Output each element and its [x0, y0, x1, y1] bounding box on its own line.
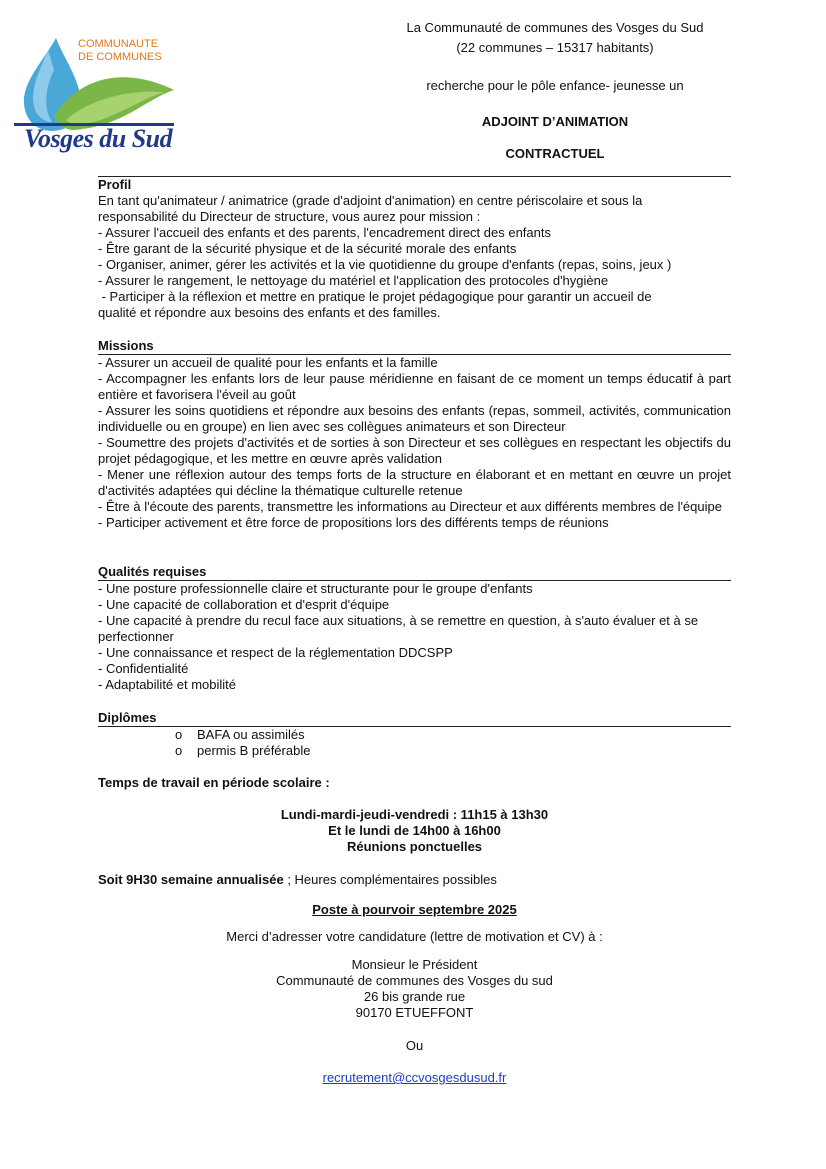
profil-line: - Participer à la réflexion et mettre en pratique le projet pédagogique pour garantir un accueil de [98, 289, 652, 304]
qualite-item: - Une posture professionnelle claire et structurante pour le groupe d'enfants [98, 581, 533, 596]
address-line3: 26 bis grande rue [363, 989, 466, 1004]
or-label: Ou [405, 1038, 424, 1053]
mission-item: - Mener une réflexion autour des temps forts de la structure en élaborant et en mettant en œuvre un projet d'activités adaptées qui décline la thématique culturelle retenue [98, 467, 731, 498]
address-line4: 90170 ETUEFFONT [355, 1005, 474, 1020]
profil-line: En tant qu'animateur / animatrice (grade d'adjoint d'animation) en centre périscolaire et sous la [98, 193, 643, 208]
qualites-body [98, 581, 731, 693]
mission-item: - Participer activement et être force de propositions lors des différents temps de réunions [98, 515, 609, 530]
poste-date: Poste à pourvoir septembre 2025 [312, 902, 517, 917]
profil-line: - Assurer le rangement, le nettoyage du matériel et l'application des protocoles d'hygiène [98, 273, 609, 288]
email-link[interactable]: recrutement@ccvosgesdusud.fr [322, 1070, 507, 1085]
qualite-item: - Une capacité à prendre du recul face aux situations, à se remettre en question, à s'auto évaluer et à se perfectionner [98, 613, 699, 644]
qualite-item: - Confidentialité [98, 661, 189, 676]
logo-brand: Vosges du Sud [24, 124, 173, 153]
section-title-qualites: Qualités requises [98, 564, 207, 579]
bullet-icon: o [175, 743, 183, 758]
job-subtitle: CONTRACTUEL [505, 146, 605, 161]
mission-item: - Soumettre des projets d'activités et de sorties à son Directeur et ses collègues en respectant les objectifs du projet pédagogique, et les mettre en œuvre après validation [98, 435, 731, 466]
qualite-item: - Une connaissance et respect de la réglementation DDCSPP [98, 645, 453, 660]
temps-title: Temps de travail en période scolaire : [98, 775, 330, 790]
logo-subtitle [78, 38, 162, 64]
qualite-item: - Une capacité de collaboration et d'esprit d'équipe [98, 597, 390, 612]
mission-item: - Accompagner les enfants lors de leur pause méridienne en faisant de ce moment un temps éducatif à part entière et favorisera l'éveil au goût [98, 371, 731, 402]
diplome-item [175, 727, 305, 743]
job-title: ADJOINT D’ANIMATION [481, 114, 629, 129]
missions-body [98, 355, 731, 531]
diplome-item [175, 743, 310, 759]
section-title-profil: Profil [98, 177, 132, 192]
schedule-line2: Et le lundi de 14h00 à 16h00 [328, 823, 501, 838]
address-line1: Monsieur le Président [351, 957, 478, 972]
profil-line: - Assurer l'accueil des enfants et des parents, l'encadrement direct des enfants [98, 225, 551, 240]
header-line2: (22 communes – 15317 habitants) [456, 40, 654, 55]
schedule-line1: Lundi-mardi-jeudi-vendredi : 11h15 à 13h30 [280, 807, 549, 822]
schedule-line3: Réunions ponctuelles [346, 839, 483, 854]
profil-body [98, 193, 731, 321]
mission-item: - Assurer les soins quotidiens et répondre aux besoins des enfants (repas, sommeil, activités, communication individuelle ou en groupe) en lien avec ses collègues animateurs et son Directeur [98, 403, 731, 434]
logo-line2: DE COMMUNES [78, 51, 162, 63]
diplome-label: BAFA ou assimilés [197, 727, 305, 742]
profil-line: responsabilité du Directeur de structure, vous aurez pour mission : [98, 209, 481, 224]
email-wrapper [98, 1070, 731, 1086]
candidature-intro: Merci d’adresser votre candidature (lettre de motivation et CV) à : [226, 929, 603, 944]
section-title-diplomes: Diplômes [98, 710, 157, 725]
section-title-missions: Missions [98, 338, 154, 353]
qualite-item: - Adaptabilité et mobilité [98, 677, 237, 692]
header-line1: La Communauté de communes des Vosges du Sud [406, 20, 704, 35]
mission-item: - Être à l'écoute des parents, transmettre les informations au Directeur et aux différents membres de l'équipe [98, 499, 722, 514]
bullet-icon: o [175, 727, 183, 742]
logo-line1: COMMUNAUTE [78, 38, 159, 50]
weekly-hours [98, 872, 497, 887]
header-line3: recherche pour le pôle enfance- jeunesse un [426, 78, 684, 93]
address-line2: Communauté de communes des Vosges du sud [276, 973, 553, 988]
weekly-hours-rest: ; Heures complémentaires possibles [283, 872, 497, 887]
profil-line: - Organiser, animer, gérer les activités et la vie quotidienne du groupe d'enfants (repas, soins, jeux ) [98, 257, 672, 272]
divider [98, 176, 731, 177]
profil-line: qualité et répondre aux besoins des enfants et des familles. [98, 305, 441, 320]
weekly-hours-bold: Soit 9H30 semaine annualisée [98, 872, 284, 887]
profil-line: - Être garant de la sécurité physique et de la sécurité morale des enfants [98, 241, 517, 256]
mission-item: - Assurer un accueil de qualité pour les enfants et la famille [98, 355, 438, 370]
diplome-label: permis B préférable [197, 743, 311, 758]
